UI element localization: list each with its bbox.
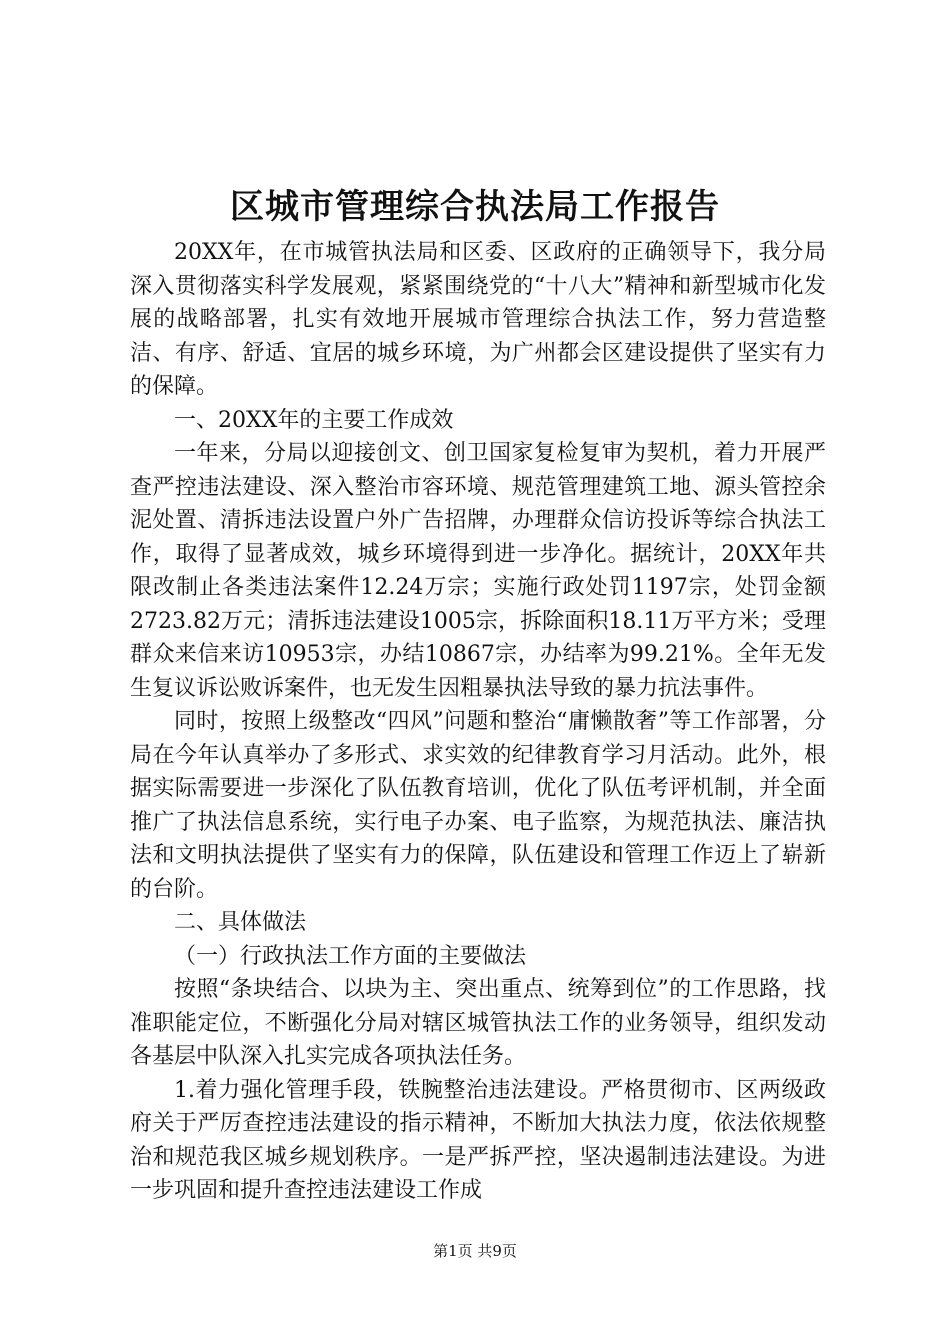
paragraph-team-building: 同时，按照上级整改“四风”问题和整治“庸懒散奢”等工作部署，分局在今年认真举办了多形式、求实效的纪律教育学习月活动。此外，根据实际需要进一步深化了队伍教育培训，优化了队伍考评机制，并全面推广了执法信息系统，实行电子办案、电子监察，为规范执法、廉洁执法和文明执法提供了坚实有力的保障，队伍建设和管理工作迈上了崭新的台阶。 <box>130 709 826 902</box>
paragraph-intro: 20XX年，在市城管执法局和区委、区政府的正确领导下，我分局深入贯彻落实科学发展观，紧紧围绕党的“十八大”精神和新型城市化发展的战略部署，扎实有效地开展城市管理综合执法工作，努力营造整洁、有序、舒适、宜居的城乡环境，为广州都会区建设提供了坚实有力的保障。 <box>130 240 826 399</box>
section-heading-achievements: 一、20XX年的主要工作成效 <box>174 407 454 433</box>
document-body <box>130 236 826 1208</box>
paragraph-illegal-construction: 1.着力强化管理手段，铁腕整治违法建设。严格贯彻市、区两级政府关于严厉查控违法建设的指示精神，不断加大执法力度，依法依规整治和规范我区城乡规划秩序。一是严拆严控，坚决遏制违法建设。为进一步巩固和提升查控违法建设工作成 <box>130 1077 826 1203</box>
section-heading-methods: 二、具体做法 <box>174 910 307 935</box>
paragraph-achievements: 一年来，分局以迎接创文、创卫国家复检复审为契机，着力开展严查严控违法建设、深入整治市容环境、规范管理建筑工地、源头管控余泥处置、清拆违法设置户外广告招牌，办理群众信访投诉等综合执法工作，取得了显著成效，城乡环境得到进一步净化。据统计，20XX年共限改制止各类违法案件12.24万宗；实施行政处罚1197宗，处罚金额2723.82万元；清拆违法建设1005宗，拆除面积18.11万平方米；受理群众来信来访10953宗，办结10867宗，办结率为99.21%。全年无发生复议诉讼败诉案件，也无发生因粗暴执法导致的暴力抗法事件。 <box>130 441 826 701</box>
paragraph-enforcement: 按照“条块结合、以块为主、突出重点、统筹到位”的工作思路，找准职能定位，不断强化分局对辖区城管执法工作的业务领导，组织发动各基层中队深入扎实完成各项执法任务。 <box>130 977 826 1069</box>
document-title: 区城市管理综合执法局工作报告 <box>230 187 720 227</box>
page-footer: 第1页 共9页 <box>433 1242 517 1260</box>
subsection-heading-enforcement: （一）行政执法工作方面的主要做法 <box>174 943 527 969</box>
